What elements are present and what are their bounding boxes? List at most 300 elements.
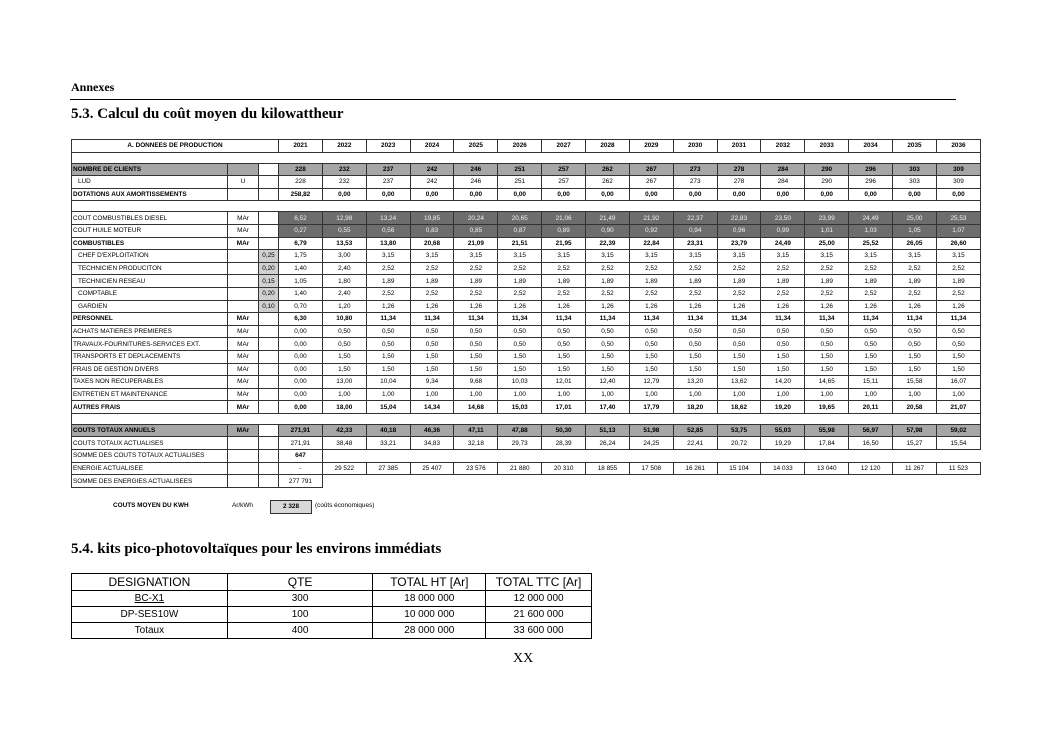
table-row	[72, 450, 981, 463]
row-value: 251	[498, 163, 542, 176]
row-value: 3,15	[673, 250, 717, 263]
row-value: 1,26	[849, 300, 893, 313]
spacer-cell	[72, 201, 981, 212]
row-value: 228	[279, 176, 323, 189]
row-value: 0,94	[673, 224, 717, 237]
row-value: 22,39	[586, 237, 630, 250]
row-value: 11,34	[454, 313, 498, 326]
row-value: 0,96	[717, 224, 761, 237]
row-value: 1,00	[717, 388, 761, 401]
row-value: 13,62	[717, 376, 761, 389]
row-ratio	[259, 363, 279, 376]
row-value: 0,00	[936, 188, 980, 201]
row-value: 1,50	[454, 350, 498, 363]
row-value: 18,20	[673, 401, 717, 414]
section-title-cost: 5.3. Calcul du coût moyen du kilowattheur	[71, 106, 344, 122]
row-value: 0,50	[629, 338, 673, 351]
row-unit	[228, 437, 259, 450]
kits-header-cell: TOTAL HT [Ar]	[373, 574, 486, 591]
row-ratio	[259, 401, 279, 414]
row-value: 246	[454, 163, 498, 176]
row-value: 2,52	[717, 262, 761, 275]
row-value: 15,58	[893, 376, 937, 389]
row-value: 0,83	[410, 224, 454, 237]
row-value: 2,52	[498, 262, 542, 275]
year-header: 2034	[849, 140, 893, 153]
row-ratio	[259, 163, 279, 176]
row-label: TRAVAUX-FOURNITURES-SERVICES EXT.	[72, 338, 228, 351]
row-value: 1,05	[893, 224, 937, 237]
row-value: 0,87	[498, 224, 542, 237]
kits-header-cell: DESIGNATION	[72, 574, 228, 591]
row-value: 3,00	[322, 250, 366, 263]
row-value: 309	[936, 163, 980, 176]
kits-cell: 400	[227, 623, 373, 639]
row-value: 0,50	[454, 338, 498, 351]
table-row	[72, 300, 981, 313]
kits-cell: 12 000 000	[486, 591, 592, 607]
table-row	[72, 287, 981, 300]
row-value: 14,68	[454, 401, 498, 414]
row-value: 20 310	[542, 462, 586, 475]
table-row	[72, 262, 981, 275]
table-row	[72, 250, 981, 263]
row-value: 26,05	[893, 237, 937, 250]
row-value: 25,52	[849, 237, 893, 250]
row-value: 1,89	[893, 275, 937, 288]
kits-cell: 300	[227, 591, 373, 607]
row-label: ENTRETIEN ET MAINTENANCE	[72, 388, 228, 401]
year-header: 2021	[279, 140, 323, 153]
row-value: 1,26	[454, 300, 498, 313]
row-value: 14,65	[805, 376, 849, 389]
row-unit: MAr	[228, 325, 259, 338]
row-value: 0,99	[761, 224, 805, 237]
row-value: 1,50	[322, 350, 366, 363]
row-value: 1,00	[454, 388, 498, 401]
row-value: 0,50	[936, 338, 980, 351]
year-header: 2022	[322, 140, 366, 153]
row-label: COUT COMBUSTIBLES DIESEL	[72, 212, 228, 225]
row-value: 24,49	[849, 212, 893, 225]
row-value: 1,01	[805, 224, 849, 237]
row-value: 12,40	[586, 376, 630, 389]
row-value: 0,55	[322, 224, 366, 237]
row-value: 0,50	[761, 338, 805, 351]
row-value: 1,50	[498, 350, 542, 363]
table-row	[72, 376, 981, 389]
kits-header-cell: TOTAL TTC [Ar]	[486, 574, 592, 591]
row-value: 2,52	[893, 287, 937, 300]
row-value: 3,15	[629, 250, 673, 263]
row-value: 290	[805, 176, 849, 189]
row-unit: MAr	[228, 363, 259, 376]
header-rule	[70, 99, 956, 100]
row-value: 16 261	[673, 462, 717, 475]
row-value: 2,52	[498, 287, 542, 300]
year-header: 2029	[629, 140, 673, 153]
row-value: 13,24	[366, 212, 410, 225]
row-value: 19,65	[805, 401, 849, 414]
row-value: 1,50	[761, 350, 805, 363]
table-row	[72, 338, 981, 351]
row-value: 1,50	[717, 363, 761, 376]
row-ratio: 0,10	[259, 300, 279, 313]
row-value: 1,50	[673, 363, 717, 376]
row-value: 1,89	[761, 275, 805, 288]
row-value: 303	[893, 163, 937, 176]
row-value: 2,52	[761, 287, 805, 300]
row-value: 262	[586, 163, 630, 176]
row-label: ACHATS MATIERES PREMIERES	[72, 325, 228, 338]
row-value: 1,89	[542, 275, 586, 288]
row-value: 0,50	[849, 325, 893, 338]
row-value: 1,50	[673, 350, 717, 363]
row-value: 1,03	[849, 224, 893, 237]
year-header: 2026	[498, 140, 542, 153]
row-value: 271,91	[279, 424, 323, 437]
row-value: 1,00	[893, 388, 937, 401]
row-value: 0,50	[498, 325, 542, 338]
row-value: 0,85	[454, 224, 498, 237]
row-ratio	[259, 237, 279, 250]
row-value: 11,34	[936, 313, 980, 326]
row-value: 1,00	[629, 388, 673, 401]
row-value: 21,07	[936, 401, 980, 414]
row-value: 23,50	[761, 212, 805, 225]
row-label: COUT HUILE MOTEUR	[72, 224, 228, 237]
row-value: 1,50	[586, 350, 630, 363]
row-value: 1,89	[586, 275, 630, 288]
row-value: 0,50	[498, 338, 542, 351]
row-value: 50,30	[542, 424, 586, 437]
row-value: 1,40	[279, 287, 323, 300]
row-label: TRANSPORTS ET DEPLACEMENTS	[72, 350, 228, 363]
row-value: 3,15	[761, 250, 805, 263]
row-value: 19,29	[761, 437, 805, 450]
row-value: 28,39	[542, 437, 586, 450]
row-unit	[228, 262, 259, 275]
table-row	[72, 363, 981, 376]
row-value: 11,34	[586, 313, 630, 326]
row-value: 1,89	[454, 275, 498, 288]
row-value: 26,24	[586, 437, 630, 450]
row-value: 1,00	[542, 388, 586, 401]
table-row	[72, 163, 981, 176]
row-value: 0,50	[586, 338, 630, 351]
row-value: 2,52	[586, 287, 630, 300]
row-value: 0,00	[629, 188, 673, 201]
row-value: 51,98	[629, 424, 673, 437]
row-value: 1,00	[936, 388, 980, 401]
row-value: 10,03	[498, 376, 542, 389]
row-value: 0,50	[586, 325, 630, 338]
row-value: 26,60	[936, 237, 980, 250]
row-unit: MAr	[228, 424, 259, 437]
row-value: 55,03	[761, 424, 805, 437]
row-value: 13,80	[366, 237, 410, 250]
kits-cell: 10 000 000	[373, 607, 486, 623]
row-value: 1,05	[279, 275, 323, 288]
row-value: 3,15	[805, 250, 849, 263]
row-ratio: 0,15	[259, 275, 279, 288]
row-value: 23,31	[673, 237, 717, 250]
row-value: 57,98	[893, 424, 937, 437]
row-value: 1,50	[761, 363, 805, 376]
row-value: 10,80	[322, 313, 366, 326]
row-value: 23,79	[717, 237, 761, 250]
row-ratio	[259, 437, 279, 450]
row-value: 55,98	[805, 424, 849, 437]
row-unit	[228, 163, 259, 176]
row-value: 3,15	[717, 250, 761, 263]
row-value: 0,00	[279, 350, 323, 363]
row-value: 1,50	[542, 363, 586, 376]
row-value: 2,52	[761, 262, 805, 275]
row-value: 278	[717, 176, 761, 189]
row-value: 0,50	[717, 325, 761, 338]
row-label: DOTATIONS AUX AMORTISSEMENTS	[72, 188, 228, 201]
row-value: 3,15	[498, 250, 542, 263]
row-value: 1,80	[322, 275, 366, 288]
row-value: 15,03	[498, 401, 542, 414]
year-header: 2028	[586, 140, 630, 153]
row-value: 1,00	[761, 388, 805, 401]
row-value: 0,00	[717, 188, 761, 201]
row-value: 0,00	[586, 188, 630, 201]
row-value: 52,85	[673, 424, 717, 437]
row-value: 1,89	[849, 275, 893, 288]
table-title: A. DONNEES DE PRODUCTION	[72, 140, 279, 153]
row-unit: MAr	[228, 313, 259, 326]
row-value: 2,52	[805, 287, 849, 300]
row-value: 0,00	[673, 188, 717, 201]
row-value: 29,73	[498, 437, 542, 450]
row-value: 237	[366, 163, 410, 176]
table-row	[72, 325, 981, 338]
year-header: 2023	[366, 140, 410, 153]
year-header: 2035	[893, 140, 937, 153]
row-value: 14 033	[761, 462, 805, 475]
table-row	[72, 475, 981, 488]
row-value: 22,41	[673, 437, 717, 450]
row-value: 27 385	[366, 462, 410, 475]
row-value: 20,58	[893, 401, 937, 414]
row-value: 0,00	[454, 188, 498, 201]
row-value: 258,82	[279, 188, 323, 201]
row-value: 1,50	[498, 363, 542, 376]
row-value: 242	[410, 176, 454, 189]
row-unit	[228, 462, 259, 475]
row-value: 20,11	[849, 401, 893, 414]
row-value: 284	[761, 163, 805, 176]
row-value: 232	[322, 176, 366, 189]
row-value: 1,89	[717, 275, 761, 288]
row-value: 1,89	[410, 275, 454, 288]
row-value: 309	[936, 176, 980, 189]
row-value: 1,26	[498, 300, 542, 313]
kwh-value: 2 328	[270, 500, 312, 514]
row-ratio	[259, 224, 279, 237]
row-ratio	[259, 313, 279, 326]
row-value: 278	[717, 163, 761, 176]
row-value: 0,00	[279, 376, 323, 389]
row-value: 1,00	[673, 388, 717, 401]
row-value: 32,18	[454, 437, 498, 450]
kits-cell: BC-X1	[72, 591, 228, 607]
table-row	[72, 275, 981, 288]
row-value: 0,50	[717, 338, 761, 351]
row-value: 0,50	[366, 338, 410, 351]
row-value: 1,00	[366, 388, 410, 401]
row-value: 15,54	[936, 437, 980, 450]
row-value: 647	[279, 450, 323, 463]
row-value: 51,13	[586, 424, 630, 437]
row-value: 18,62	[717, 401, 761, 414]
row-value: 13,53	[322, 237, 366, 250]
row-value: 0,50	[542, 325, 586, 338]
row-value: 0,00	[279, 325, 323, 338]
row-value: 10,04	[366, 376, 410, 389]
row-value: 0,00	[279, 338, 323, 351]
row-value: 9,34	[410, 376, 454, 389]
row-value: 296	[849, 176, 893, 189]
row-value: 11,34	[761, 313, 805, 326]
row-value: 1,50	[542, 350, 586, 363]
row-value: 0,00	[279, 363, 323, 376]
row-value: 12,79	[629, 376, 673, 389]
row-label: COMPTABLE	[72, 287, 228, 300]
table-row	[72, 462, 981, 475]
row-value: 271,91	[279, 437, 323, 450]
row-value: 3,15	[454, 250, 498, 263]
year-header: 2030	[673, 140, 717, 153]
row-value: 303	[893, 176, 937, 189]
row-value: 1,00	[498, 388, 542, 401]
row-value: 273	[673, 163, 717, 176]
row-value: 21,49	[586, 212, 630, 225]
row-value: 17,40	[586, 401, 630, 414]
row-value: 17,79	[629, 401, 673, 414]
row-value: 251	[498, 176, 542, 189]
row-value: 1,50	[805, 350, 849, 363]
row-value: 11,34	[629, 313, 673, 326]
row-value: 0,00	[849, 188, 893, 201]
row-value: 0,50	[805, 338, 849, 351]
row-value: 2,40	[322, 287, 366, 300]
row-value: 13,20	[673, 376, 717, 389]
row-value: 22,83	[717, 212, 761, 225]
section-title-kits: 5.4. kits pico-photovoltaïques pour les environs immédiats	[71, 541, 442, 557]
row-value: 16,07	[936, 376, 980, 389]
row-value: 0,00	[279, 388, 323, 401]
row-value: 0,70	[279, 300, 323, 313]
row-value: 21 880	[498, 462, 542, 475]
row-value: 22,84	[629, 237, 673, 250]
production-cost-table	[71, 139, 981, 488]
row-value: 1,50	[586, 363, 630, 376]
row-value: 1,26	[586, 300, 630, 313]
row-value: 2,52	[893, 262, 937, 275]
year-header: 2024	[410, 140, 454, 153]
row-value: 1,50	[805, 363, 849, 376]
row-value: 1,26	[410, 300, 454, 313]
row-ratio	[259, 188, 279, 201]
row-value: 0,50	[805, 325, 849, 338]
row-ratio	[259, 475, 279, 488]
kits-table	[71, 573, 592, 639]
row-value: 16,50	[849, 437, 893, 450]
table-row	[72, 437, 981, 450]
row-value: 9,68	[454, 376, 498, 389]
year-header: 2027	[542, 140, 586, 153]
row-value: 1,75	[279, 250, 323, 263]
row-value: 0,27	[279, 224, 323, 237]
row-value: 21,95	[542, 237, 586, 250]
row-value: 1,50	[410, 350, 454, 363]
row-value: 0,50	[849, 338, 893, 351]
row-value: 0,00	[805, 188, 849, 201]
row-value: 0,56	[366, 224, 410, 237]
row-value: 11,34	[410, 313, 454, 326]
row-value: 1,50	[936, 350, 980, 363]
row-value: 1,50	[366, 363, 410, 376]
row-value: 1,89	[366, 275, 410, 288]
row-value: 47,88	[498, 424, 542, 437]
row-value: 2,52	[454, 287, 498, 300]
row-value: 11,34	[717, 313, 761, 326]
row-unit	[228, 450, 259, 463]
row-value: 2,52	[542, 287, 586, 300]
table-row	[72, 401, 981, 414]
kits-cell: 100	[227, 607, 373, 623]
row-unit: MAr	[228, 401, 259, 414]
row-value: 1,26	[805, 300, 849, 313]
row-value: 53,75	[717, 424, 761, 437]
row-value: 2,52	[410, 262, 454, 275]
row-value: 1,50	[322, 363, 366, 376]
empty-cell	[322, 450, 980, 463]
row-value: 0,00	[410, 188, 454, 201]
row-value: 0,89	[542, 224, 586, 237]
row-value: 1,26	[629, 300, 673, 313]
row-value: 1,50	[629, 363, 673, 376]
row-value: 12,01	[542, 376, 586, 389]
kits-cell: 28 000 000	[373, 623, 486, 639]
row-value: 1,89	[936, 275, 980, 288]
kits-header-cell: QTE	[227, 574, 373, 591]
row-value: 3,15	[936, 250, 980, 263]
row-label: TAXES NON RECUPERABLES	[72, 376, 228, 389]
spacer-row	[72, 413, 981, 424]
row-ratio	[259, 325, 279, 338]
row-value: 1,00	[410, 388, 454, 401]
row-value: 20,68	[410, 237, 454, 250]
row-ratio	[259, 388, 279, 401]
row-value: 284	[761, 176, 805, 189]
row-value: 1,50	[454, 363, 498, 376]
row-ratio	[259, 424, 279, 437]
row-value: 2,52	[936, 262, 980, 275]
row-ratio	[259, 176, 279, 189]
row-value: 25 407	[410, 462, 454, 475]
row-ratio	[259, 462, 279, 475]
row-value: 11,34	[805, 313, 849, 326]
row-label: PERSONNEL	[72, 313, 228, 326]
year-header: 2031	[717, 140, 761, 153]
row-unit	[228, 300, 259, 313]
empty-cell	[322, 475, 980, 488]
